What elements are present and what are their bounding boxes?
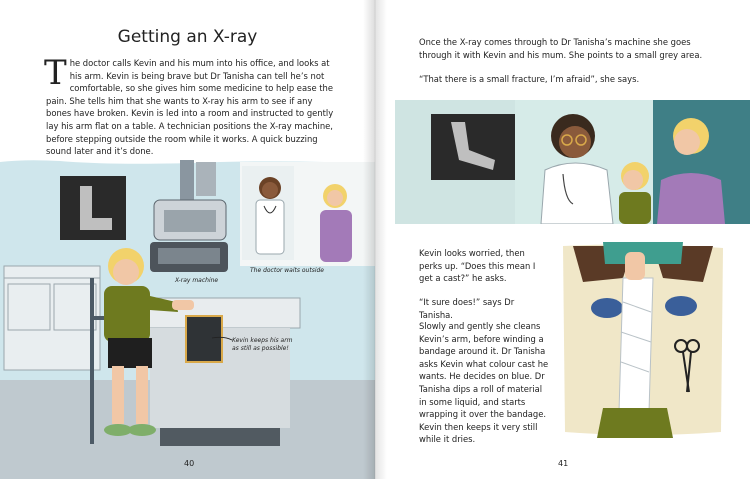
xray-review-illustration (395, 100, 750, 224)
drop-cap: T (44, 53, 67, 93)
right-paragraph-2: “That there is a small fracture, I’m afraid”, she says. (419, 74, 640, 84)
caption-kevin-still: Kevin keeps his arm as still as possible! (232, 337, 293, 352)
right-paragraph-1: Once the X-ray comes through to Dr Tanisha’s machine she goes through it with Kevin and his mum. She points to a small grey area. (419, 37, 703, 60)
right-paragraph-5: Slowly and gently she cleans Kevin’s arm, before winding a bandage around it. Dr Tanisha asks Kevin what colour cast he wants. He decides on blue. Dr Tanisha dips a roll of material in some liquid, and starts wrapping it over the bandage. Kevin then keeps it very still while it dries. (419, 321, 549, 445)
page-number-right: 41 (558, 459, 569, 468)
caption-xray-machine: X-ray machine (175, 277, 219, 284)
page-number-left: 40 (184, 459, 195, 468)
left-paragraph: he doctor calls Kevin and his mum into his office, and looks at his arm. Kevin is being brave but Dr Tanisha can tell he’s not comfortable, so she gives him some medicine to help ease the pain. She tells him that she wants to X-ray his arm to see if any bones have broken. Kevin is led into a room and instructed to gently lay his arm flat on a table. A technician positions the X-ray machine, before stepping outside the room while it works. A quick buzzing sound later and it’s done. (46, 58, 334, 157)
right-paragraph-4: “It sure does!” says Dr Tanisha. (419, 297, 515, 320)
right-paragraph-3: Kevin looks worried, then perks up. “Does this mean I get a cast?” he asks. (419, 248, 536, 284)
caption-doctor-outside: The doctor waits outside (250, 267, 324, 274)
right-page (375, 0, 750, 479)
bandage-illustration (563, 242, 723, 438)
xray-room-illustration (0, 158, 375, 479)
page-title: Getting an X-ray (117, 27, 258, 47)
left-body-text (44, 53, 338, 158)
